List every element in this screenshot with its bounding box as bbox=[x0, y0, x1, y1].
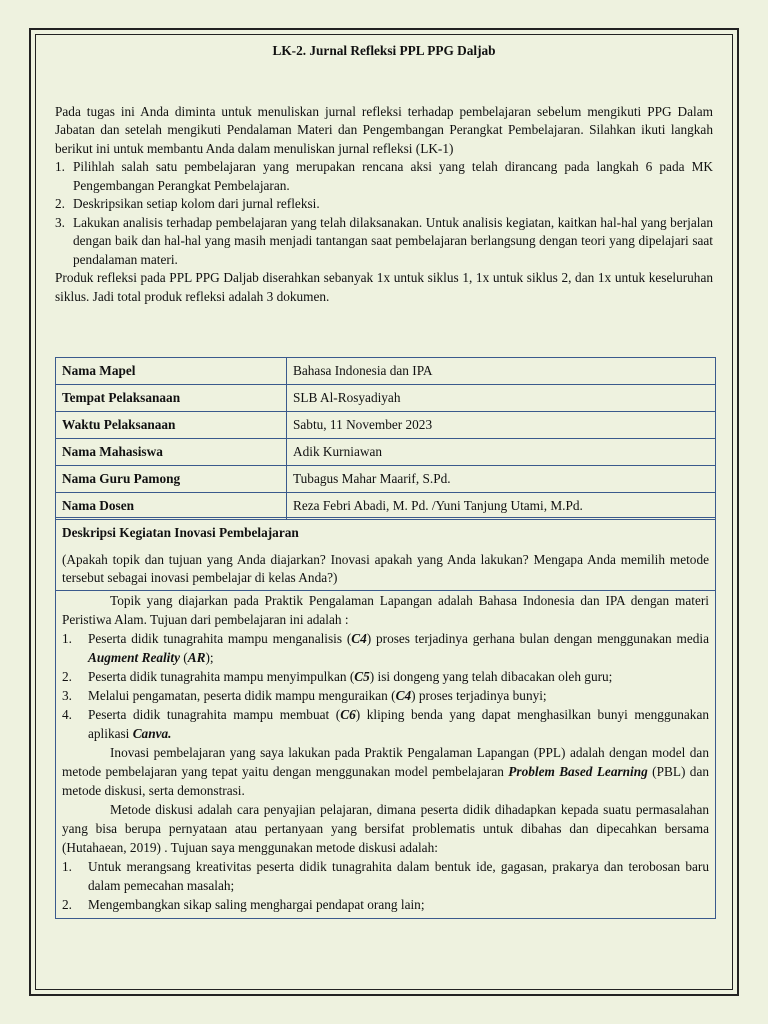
list-item: 1. Untuk merangsang kreativitas peserta didik tunagrahita dalam bentuk ide, gagasan, prakarya dan terobosan baru dalam pemecahan masalah; bbox=[62, 858, 709, 893]
method-paragraph: Metode diskusi adalah cara penyajian pelajaran, dimana peserta didik dihadapkan kepada suatu permasalahan yang bisa berupa pernyataan atau pertanyaan yang bersifat problematis untuk dibahas dan dipecahkan bersama (Hutahaean, 2019) . Tujuan saya menggunakan metode diskusi adalah: bbox=[62, 801, 709, 855]
document-title: LK-2. Jurnal Refleksi PPL PPG Daljab bbox=[272, 43, 496, 58]
closing-paragraph: Produk refleksi pada PPL PPG Daljab diserahkan sebanyak 1x untuk siklus 1, 1x untuk siklus 2, dan 1x untuk keseluruhan siklus. Jadi total produk refleksi adalah 3 dokumen. bbox=[55, 270, 713, 304]
list-item: 2. Deskripsikan setiap kolom dari jurnal refleksi. bbox=[55, 196, 320, 211]
description-section bbox=[55, 517, 716, 919]
table-row: Nama Mapel Bahasa Indonesia dan IPA bbox=[56, 358, 716, 385]
steps-list bbox=[55, 158, 713, 269]
intro-section bbox=[55, 103, 713, 307]
table-row: Nama Mahasiswa Adik Kurniawan bbox=[56, 439, 716, 466]
list-item: 3. Lakukan analisis terhadap pembelajaran yang telah dilaksanakan. Untuk analisis kegiatan, kaitkan hal-hal yang berjalan dengan baik dan hal-hal yang masih menjadi tantangan saat pembelajaran berlangsung dengan teori yang dipelajari saat pendalaman materi. bbox=[55, 214, 713, 267]
list-item: 2. Mengembangkan sikap saling menghargai pendapat orang lain; bbox=[62, 896, 425, 912]
intro-paragraph: Pada tugas ini Anda diminta untuk menuliskan jurnal refleksi terhadap pembelajaran sebelum mengikuti PPG Dalam Jabatan dan setelah mengikuti Pendalaman Materi dan Pengembangan Perangkat Pembelajaran. Silahkan ikuti langkah berikut ini untuk membantu Anda dalam menuliskan jurnal refleksi (LK-1) bbox=[55, 103, 713, 156]
list-item: 1. Pilihlah salah satu pembelajaran yang merupakan rencana aksi yang telah dirancang pada langkah 6 pada MK Pengembangan Perangkat Pembelajaran. bbox=[55, 159, 713, 193]
info-table bbox=[55, 357, 716, 520]
list-item: 1. Peserta didik tunagrahita mampu menganalisis (C4) proses terjadinya gerhana bulan dengan menggunakan media Augment Reality (AR); bbox=[62, 630, 709, 665]
goals-list bbox=[62, 629, 709, 743]
table-row: Nama Guru Pamong Tubagus Mahar Maarif, S.Pd. bbox=[56, 466, 716, 493]
list-item: 3. Melalui pengamatan, peserta didik mampu menguraikan (C4) proses terjadinya bunyi; bbox=[62, 687, 547, 703]
table-row: Nama Dosen Reza Febri Abadi, M. Pd. /Yuni Tanjung Utami, M.Pd. bbox=[56, 493, 716, 520]
table-row: Waktu Pelaksanaan Sabtu, 11 November 2023 bbox=[56, 412, 716, 439]
description-header bbox=[56, 518, 715, 588]
list-item: 2. Peserta didik tunagrahita mampu menyimpulkan (C5) isi dongeng yang telah dibacakan oleh guru; bbox=[62, 668, 613, 684]
description-question: (Apakah topik dan tujuan yang Anda diajarkan? Inovasi apakah yang Anda lakukan? Mengapa Anda memilih metode tersebut sebagai inovasi pembelajar di kelas Anda?) bbox=[62, 551, 709, 585]
document-body bbox=[55, 40, 713, 306]
innovation-paragraph: Inovasi pembelajaran yang saya lakukan pada Praktik Pengalaman Lapangan (PPL) adalah dengan model dan metode pembelajaran yang tepat yaitu dengan menggunakan model pembelajaran Problem Based Learning (PBL) dan metode diskusi, serta demonstrasi. bbox=[62, 744, 709, 798]
table-row: Tempat Pelaksanaan SLB Al-Rosyadiyah bbox=[56, 385, 716, 412]
aims-list bbox=[62, 857, 709, 914]
description-heading: Deskripsi Kegiatan Inovasi Pembelajaran bbox=[62, 525, 299, 540]
list-item: 4. Peserta didik tunagrahita mampu membuat (C6) kliping benda yang dapat menghasilkan bunyi menggunakan aplikasi Canva. bbox=[62, 706, 709, 741]
description-body bbox=[56, 591, 715, 914]
topic-paragraph: Topik yang diajarkan pada Praktik Pengalaman Lapangan adalah Bahasa Indonesia dan IPA dengan materi Peristiwa Alam. Tujuan dari pembelajaran ini adalah : bbox=[62, 592, 709, 627]
